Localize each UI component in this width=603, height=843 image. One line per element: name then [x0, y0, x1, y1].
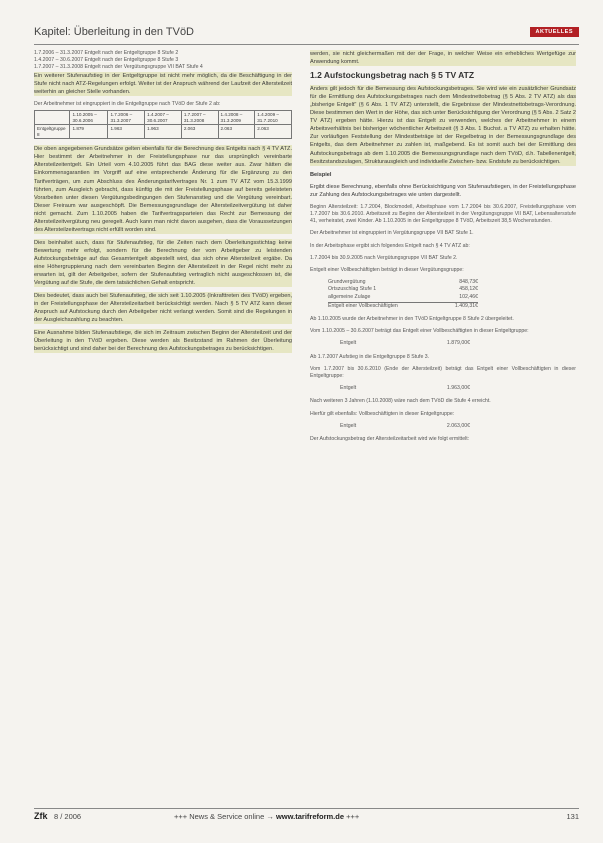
left-column [34, 50, 292, 358]
paragraph: Eine Ausnahme bilden Stufenaufstiege, die sich im Zeitraum zwischen Beginn der Altersteilzeit und der Überleitung in den TVöD ergeben. Diese werden als Besitzstand im Rahmen der Überleitung berücksichtigt und sind daher bei der Berechnung des Aufstockungsbetrages zu berücksichtigen. [34, 330, 292, 353]
list-item: 1.4.2007 – 30.6.2007 Entgelt nach der Entgeltgruppe 8 Stufe 3 [34, 57, 179, 64]
amount-label: Entgelt [340, 385, 357, 392]
paragraph: Ab 1.10.2005 wurde der Arbeitnehmer in den TVöD Entgeltgruppe 8 Stufe 2 übergeleitet. [310, 315, 514, 322]
table-header: 1.4.2007 – 30.6.2007 [145, 110, 182, 124]
amount-row [340, 385, 470, 392]
table-header: 1.7.2006 – 31.3.2007 [108, 110, 145, 124]
amount-label: Entgelt [340, 422, 357, 429]
calc-total-label: Entgelt einer Vollbeschäftigten [328, 302, 398, 309]
chapter-title: Kapitel: Überleitung in den TVöD [34, 26, 195, 38]
salary-calculation [328, 279, 478, 310]
paragraph: Anders gilt jedoch für die Bemessung des Aufstockungsbetrages. Sie wird wie ein zusätzlicher Grundsatz für die Ermittlung des Aufstockungsbetrages nach dem Mindestnettobetrag (§ 5 Abs. 2 TV ATZ) als das „bisherige Entgelt" (§ 6 Abs. 1 TV ATZ) unterstellt, die Ergebnisse der Mindestnettobetrags-Verordnung. Diese bestimmen den Wert in der Höhe, das sich unter Berücksichtigung der Verordnung (§ 5 Abs. 2 Satz 2 TV ATZ) ergeben hätte. Hierzu ist das Entgelt zu verwenden, welches der Arbeitnehmer in einem Arbeitsverhältnis bei bisheriger wöchentlicher Arbeitszeit (§ 3 Abs. 1 Buchst. a TV ATZ) zu erhalten hätte. Zur vorläufigen Feststellung der Mindestbeträge ist der Regelbetrag in der Bemessungsgrundlage des Entgelts, das dem Arbeitnehmer zu zahlen ist, maßgebend. Es ist somit auch bei der Ermittlung des Aufstockungsbetrags ab dem 1.10.2005 die Bemessungsgrundlage nach dem TVöD, d.h. Tabellenentgelt, Besitzstandszulagen, Strukturausgleich und individuelle Zwischen- bzw. Endstufe zu berücksichtigen. [310, 86, 576, 165]
table-cell: 1.879 [70, 125, 108, 139]
amount-row [340, 340, 470, 347]
example-label: Beispiel [310, 171, 332, 178]
table-cell: 2.063 [218, 125, 255, 139]
table-caption: Der Arbeitnehmer ist eingruppiert in die Entgeltgruppe nach TVöD der Stufe 2 ab: [34, 100, 221, 107]
amount-value: 2.063,00€ [446, 422, 470, 429]
right-column [310, 50, 576, 448]
amount-row [340, 423, 470, 430]
calc-row [328, 286, 478, 293]
paragraph: Die oben angegebenen Grundsätze gelten ebenfalls für die Berechnung des Entgelts nach § 4 TV ATZ. Hier bestimmt der Arbeitnehmer in der Freistellungsphase nur das ursprünglich vereinbarte Altersteilzeitentgelt. Ein Urteil vom 4.10.2005 führt das BAG diese weiter aus. Zwar hätten die Einkommensgarantien im Vorgriff auf eine entsprechende Änderung für die Ergänzung zu den Tarifverträgen, um zum Abschluss des Änderungstarifvertrages Nr. 1 zum TV ATZ vom 15.3.1999 führten, zum Ausgleich gebracht, dass künftig die mit der Freistellungsphase auf bereits geleisteten Vorarbeiten unter diesen Vergütungsbedingungen den Stufenanstieg und die Vergütung vereinbart. Dieser Freiraum war ausgeschöpft. Die Bemessungsgrundlage der Altersteilzeitvergütung ist daher nicht gemacht. Zum 1.10.2005 haben die Tarifvertragsparteien das Recht zur Bemessung der Altersteilzeitvergütung neu geregelt. Auch kann man nicht davon ausgehen, dass die Voraussetzungen des Altersteilzeitvertrags nicht erfüllt worden sind. [34, 146, 292, 233]
paragraph: Nach weiteren 3 Jahren (1.10.2008) wäre nach dem TVöD die Stufe 4 erreicht. [310, 398, 491, 405]
table-header: 1.10.2005 – 30.6.2006 [70, 110, 108, 124]
paragraph: Dies bedeutet, dass auch bei Stufenaufstieg, die sich seit 1.10.2005 (Inkrafttreten des TVöD) ergeben, in der Freistellungsphase der Altersteilzeitarbeit berücksichtigt werden. Nach § 5 TV ATZ kann dieser Anspruch auf Aufstockung durch den Arbeitgeber nicht verlangt werden. Somit sind die Regelungen in der Ausgleichszahlung zu beachten. [34, 293, 292, 324]
publisher-logo: Zfk [34, 811, 48, 821]
promo-prefix: +++ News & Service online → [174, 812, 276, 821]
paragraph: Der Arbeitnehmer ist eingruppiert in Vergütungsgruppe VII BAT Stufe 1. [310, 230, 474, 237]
list-item: 1.7.2007 – 31.3.2008 Entgelt nach der Vergütungsgruppe VII BAT Stufe 4 [34, 64, 203, 71]
promo-line [174, 812, 359, 821]
table-header [35, 110, 70, 124]
table-cell: 1.963 [108, 125, 145, 139]
paragraph: Beginn Altersteilzeit: 1.7.2004, Blockmodell, Arbeitsphase vom 1.7.2004 bis 30.6.2007, Freistellungsphase vom 1.7.2007 bis 30.6.2010. Arbeitszeit zu Beginn der Altersteilzeit in der Vergütungsgruppe VII BAT, Lebensaltersstufe 41, verheiratet, zwei Kinder. Ab 1.10.2005 in der Entgeltgruppe 8 TVöD, Arbeitszeit 38,5 Wochenstunden. [310, 203, 576, 225]
table-cell: 2.063 [181, 125, 218, 139]
list-item: 1.7.2006 – 31.3.2007 Entgelt nach der Entgeltgruppe 8 Stufe 2 [34, 50, 179, 56]
calc-total-row [328, 302, 478, 310]
calc-label: allgemeine Zulage [328, 293, 371, 300]
calc-value: 458,12€ [459, 286, 478, 293]
calc-label: Grundvergütung [328, 279, 366, 286]
calc-total-value: 1.409,31€ [454, 302, 478, 309]
website-link[interactable]: www.tarifreform.de [275, 812, 345, 821]
calc-value: 102,46€ [459, 293, 478, 300]
calc-label: Ortszuschlag Stufe 1 [328, 286, 377, 293]
salary-table [34, 110, 292, 139]
calc-value: 848,73€ [459, 279, 478, 286]
paragraph: In der Arbeitsphase ergibt sich folgendes Entgelt nach § 4 TV ATZ ab: [310, 242, 470, 249]
amount-value: 1.879,00€ [446, 340, 470, 347]
section-heading: 1.2 Aufstockungsbetrag nach § 5 TV ATZ [310, 70, 475, 81]
page-header [34, 26, 579, 45]
table-cell: 2.063 [255, 125, 292, 139]
page-number: 131 [566, 812, 579, 821]
paragraph: Ergibt diese Berechnung, ebenfalls ohne Berücksichtigung von Stufenaufstiegen, in der Freistellungsphase zur Zahlung des Aufstockungsbetrages wie unten dargestellt. [310, 183, 576, 198]
paragraph: Vom 1.7.2007 bis 30.6.2010 (Ende der Altersteilzeit) beträgt das Entgelt einer Vollbeschäftigten in dieser Entgeltgruppe: [310, 365, 576, 379]
paragraph: Ab 1.7.2007 Aufstieg in die Entgeltgruppe 8 Stufe 3. [310, 353, 430, 360]
table-row [35, 125, 292, 139]
calc-row [328, 279, 478, 286]
table-header-row [35, 110, 292, 124]
table-header: 1.7.2007 – 31.3.2008 [181, 110, 218, 124]
paragraph: Vom 1.10.2005 – 30.6.2007 beträgt das Entgelt einer Vollbeschäftigten in dieser Entgeltgruppe: [310, 328, 529, 335]
paragraph: Entgelt einer Vollbeschäftigten beträgt in dieser Vergütungsgruppe: [310, 266, 464, 273]
paragraph: Hierfür gilt ebenfalls: Vollbeschäftigten in dieser Entgeltgruppe: [310, 410, 455, 417]
table-cell: 1.963 [145, 125, 182, 139]
table-header: 1.4.2008 – 31.3.2009 [218, 110, 255, 124]
promo-suffix: +++ [344, 812, 360, 821]
table-row-label: Entgeltgruppe 8 [35, 125, 70, 139]
calc-row [328, 294, 478, 301]
paragraph: Dies beinhaltet auch, dass für Stufenaufstieg, für die Zeiten nach dem Überleitungsstichtag keine Bewertung mehr erfolgt, sondern für die Berechnung der vom Arbeitgeber zu leistenden Aufstockungsbeträge auf das Gesamtentgelt abgestellt wird, das sich ohne Altersteilzeit ergäbe. Da eine Höhergruppierung nach dem vereinbarten Beginn der Altersteilzeit in der Regel nicht mehr zu erwarten ist, gilt der Arbeitgeber, sofern der Stufenaufstieg vertraglich nicht ausgeschlossen ist, die Vergütung auf die Stufe, die dem tatsächlichen Gehalt entspricht. [34, 239, 292, 287]
paragraph: Der Aufstockungsbetrag der Altersteilzeitarbeit wird wie folgt ermittelt: [310, 436, 470, 443]
section-badge: AKTUELLES [530, 27, 580, 37]
issue-number: 8 / 2006 [54, 812, 82, 821]
paragraph: 1.7.2004 bis 30.9.2005 nach Vergütungsgruppe VII BAT Stufe 2. [310, 254, 458, 261]
table-header: 1.4.2009 – 31.7.2010 [255, 110, 292, 124]
paragraph: werden, sie nicht gleichermaßen mit der der Frage, in welcher Weise ein erhebliches Wertgefüge zur Anwendung kommt. [310, 51, 576, 66]
page-footer [34, 808, 579, 823]
date-list [34, 50, 292, 72]
paragraph: Ein weiterer Stufenaufstieg in der Entgeltgruppe ist nicht mehr möglich, da die Beschäftigung in der Stufe nicht nach ATZ-Regelungen erfolgt. Weiter ist der Anspruch während der Laufzeit der Altersteilzeit weiterhin an gleicher Stelle vorhanden. [34, 72, 292, 95]
amount-label: Entgelt [340, 340, 357, 347]
amount-value: 1.963,00€ [446, 385, 470, 392]
